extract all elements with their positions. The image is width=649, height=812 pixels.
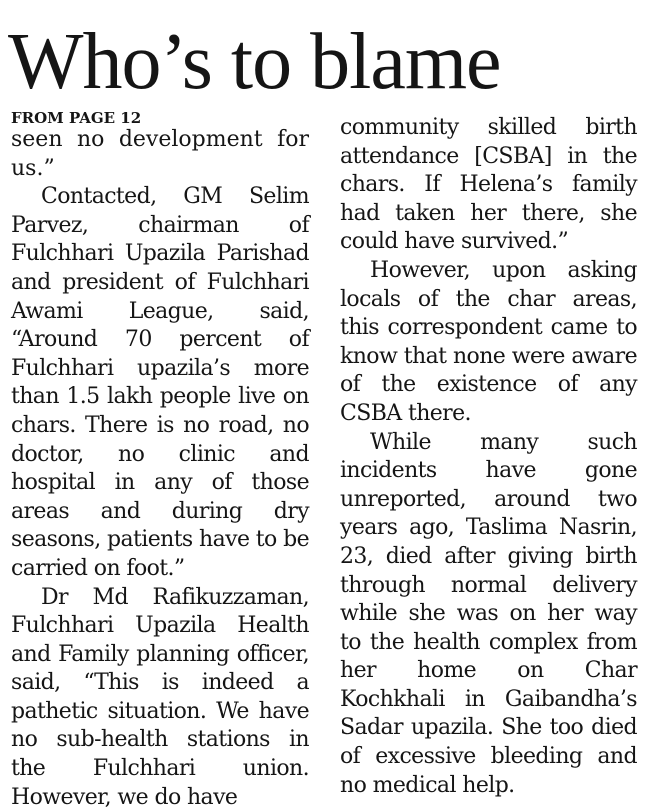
- article-column-right: [340, 114, 637, 800]
- paragraph: Dr Md Rafikuzzaman, Fulchhari Upazila Health and Family planning officer, said, “This is indeed a pathetic situation. We have no sub-health stations in the Fulchhari union. However, we do have: [11, 584, 309, 812]
- paragraph: community skilled birth attendance [CSBA] in the chars. If Helena’s family had taken her there, she could have survived.”: [340, 114, 637, 257]
- paragraph: However, upon asking locals of the char areas, this correspondent came to know that none were aware of the existence of any CSBA there.: [340, 257, 637, 429]
- paragraph: While many such incidents have gone unreported, around two years ago, Taslima Nasrin, 23, died after giving birth through normal delivery while she was on her way to the health complex from her home on Char Kochkhali in Gaibandha’s Sadar upazila. She too died of excessive bleeding and no medical help.: [340, 429, 637, 801]
- headline: Who’s to blame: [8, 18, 501, 106]
- article-column-left: [11, 110, 309, 812]
- continuation-kicker: FROM PAGE 12: [11, 110, 309, 126]
- paragraph: Contacted, GM Selim Parvez, chairman of Fulchhari Upazila Parishad and president of Fulchhari Awami League, said, “Around 70 percent of Fulchhari upazila’s more than 1.5 lakh people live on chars. There is no road, no doctor, no clinic and hospital in any of those areas and during dry seasons, patients have to be carried on foot.”: [11, 183, 309, 583]
- paragraph: seen no development for us.”: [11, 126, 309, 183]
